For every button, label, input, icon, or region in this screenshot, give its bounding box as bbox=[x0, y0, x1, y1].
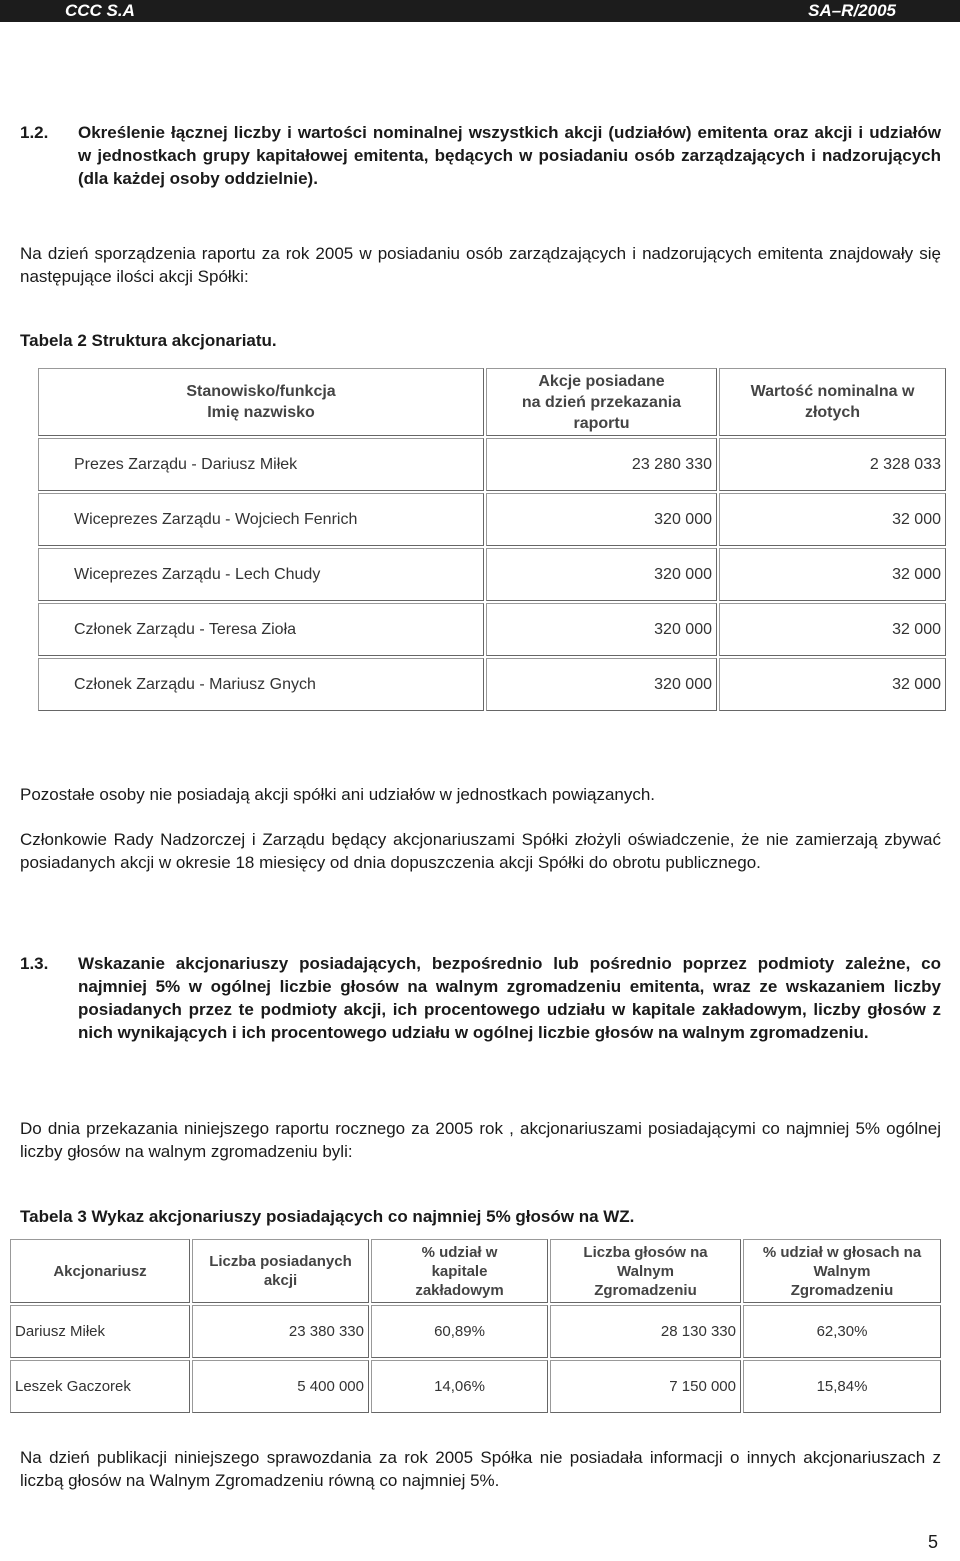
section-title: Określenie łącznej liczby i wartości nominalnej wszystkich akcji (udziałów) emitenta oraz akcji i udziałów w jednostkach grupy kapitałowej emitenta, będących w posiadaniu osób zarządzających i nadzorujących (dla każdej osoby oddzielnie). bbox=[78, 123, 941, 188]
cell-position-name: Członek Zarządu - Mariusz Gnych bbox=[38, 658, 484, 711]
note-others: Pozostałe osoby nie posiadają akcji spółki ani udziałów w jednostkach powiązanych. bbox=[20, 785, 656, 804]
table-row bbox=[38, 493, 946, 546]
cell-nominal-value: 32 000 bbox=[719, 548, 946, 601]
cell-votes: 28 130 330 bbox=[550, 1305, 741, 1358]
table-2-caption: Tabela 2 Struktura akcjonariatu. bbox=[20, 331, 277, 350]
cell-nominal-value: 32 000 bbox=[719, 658, 946, 711]
section-number: 1.2. bbox=[20, 123, 49, 142]
table-row bbox=[10, 1360, 941, 1413]
cell-votes: 7 150 000 bbox=[550, 1360, 741, 1413]
cell-shares: 320 000 bbox=[486, 493, 717, 546]
cell-nominal-value: 32 000 bbox=[719, 493, 946, 546]
table-row bbox=[38, 438, 946, 491]
cell-shares-count: 5 400 000 bbox=[192, 1360, 369, 1413]
section-1-3-intro: Do dnia przekazania niniejszego raportu rocznego za 2005 rok , akcjonariuszami posiadającymi co najmniej 5% ogólnej liczby głosów na walnym zgromadzeniu byli: bbox=[20, 1119, 941, 1161]
cell-shares: 23 280 330 bbox=[486, 438, 717, 491]
note-no-other-shareholders: Na dzień publikacji niniejszego sprawozdania za rok 2005 Spółka nie posiadała informacji o innych akcjonariuszach z liczbą głosów na Walnym Zgromadzeniu równą co najmniej 5%. bbox=[20, 1448, 941, 1490]
header-votes: Liczba głosów na Walnym Zgromadzeniu bbox=[550, 1239, 741, 1303]
cell-shares: 320 000 bbox=[486, 603, 717, 656]
header-votes-share: % udział w głosach na Walnym Zgromadzeniu bbox=[743, 1239, 941, 1303]
section-1-2-intro: Na dzień sporządzenia raportu za rok 2005 w posiadaniu osób zarządzających i nadzorujących emitenta znajdowały się następujące ilości akcji Spółki: bbox=[20, 244, 941, 286]
table-header-row bbox=[38, 368, 946, 436]
cell-votes-share: 62,30% bbox=[743, 1305, 941, 1358]
section-1-3-heading bbox=[20, 952, 941, 1067]
table-row bbox=[38, 603, 946, 656]
cell-shareholder: Dariusz Miłek bbox=[10, 1305, 190, 1358]
cell-position-name: Wiceprezes Zarządu - Lech Chudy bbox=[38, 548, 484, 601]
table-header-row bbox=[10, 1239, 941, 1303]
table-row bbox=[38, 658, 946, 711]
table-3-major-shareholders bbox=[8, 1237, 943, 1415]
section-number: 1.3. bbox=[20, 954, 49, 973]
header-capital-share: % udział w kapitale zakładowym bbox=[371, 1239, 548, 1303]
header-shareholder: Akcjonariusz bbox=[10, 1239, 190, 1303]
header-company: CCC S.A bbox=[65, 1, 135, 20]
cell-shares: 320 000 bbox=[486, 658, 717, 711]
cell-capital-share: 60,89% bbox=[371, 1305, 548, 1358]
cell-shareholder: Leszek Gaczorek bbox=[10, 1360, 190, 1413]
section-1-2-heading bbox=[20, 121, 941, 193]
page-number: 5 bbox=[927, 1532, 938, 1552]
cell-votes-share: 15,84% bbox=[743, 1360, 941, 1413]
header-shares-count: Liczba posiadanych akcji bbox=[192, 1239, 369, 1303]
table-3-caption: Tabela 3 Wykaz akcjonariuszy posiadających co najmniej 5% głosów na WZ. bbox=[20, 1207, 635, 1226]
cell-nominal-value: 32 000 bbox=[719, 603, 946, 656]
table-row bbox=[38, 548, 946, 601]
cell-nominal-value: 2 328 033 bbox=[719, 438, 946, 491]
header-report-id: SA–R/2005 bbox=[808, 1, 896, 20]
table-row bbox=[10, 1305, 941, 1358]
header-shares-held: Akcje posiadane na dzień przekazania raportu bbox=[486, 368, 717, 436]
cell-shares: 320 000 bbox=[486, 548, 717, 601]
note-lockup: Członkowie Rady Nadzorczej i Zarządu będący akcjonariuszami Spółki złożyli oświadczenie, że nie zamierzają zbywać posiadanych akcji w okresie 18 miesięcy od dnia dopuszczenia akcji Spółki do obrotu publicznego. bbox=[20, 830, 941, 872]
cell-shares-count: 23 380 330 bbox=[192, 1305, 369, 1358]
page-header bbox=[0, 0, 960, 22]
cell-position-name: Członek Zarządu - Teresa Zioła bbox=[38, 603, 484, 656]
section-title: Wskazanie akcjonariuszy posiadających, bezpośrednio lub pośrednio poprzez podmioty zależne, co najmniej 5% w ogólnej liczbie głosów na walnym zgromadzeniu emitenta, wraz ze wskazaniem liczby posiadanych przez te podmioty akcji, ich procentowego udziału w kapitale zakładowym, liczby głosów z nich wynikających i ich procentowego udziału w ogólnej liczbie głosów na walnym zgromadzeniu. bbox=[78, 954, 941, 1042]
header-nominal-value: Wartość nominalna w złotych bbox=[719, 368, 946, 436]
cell-position-name: Wiceprezes Zarządu - Wojciech Fenrich bbox=[38, 493, 484, 546]
table-2-shareholding bbox=[36, 366, 948, 713]
cell-capital-share: 14,06% bbox=[371, 1360, 548, 1413]
header-position-name: Stanowisko/funkcja Imię nazwisko bbox=[38, 368, 484, 436]
cell-position-name: Prezes Zarządu - Dariusz Miłek bbox=[38, 438, 484, 491]
